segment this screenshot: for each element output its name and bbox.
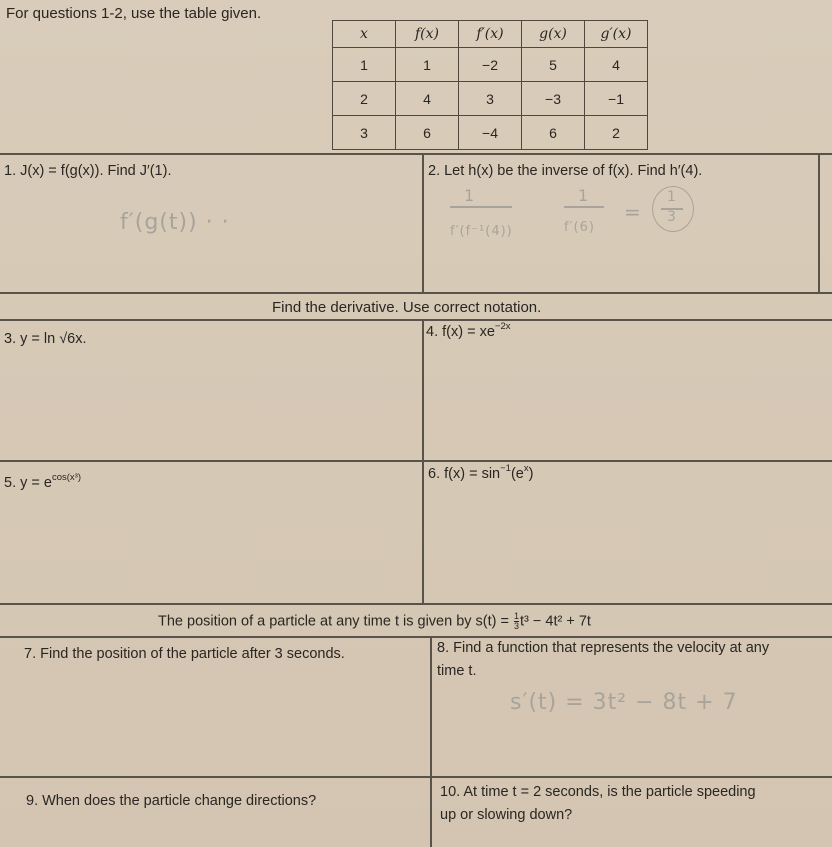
problem-6-text: 6. f(x) = sin xyxy=(428,466,501,482)
table-cell: 4 xyxy=(396,82,459,116)
table-cell: 3 xyxy=(459,82,522,116)
problem-4 xyxy=(426,323,511,343)
section-3-text: The position of a particle at any time t is given by s(t) = xyxy=(158,613,514,630)
table-row xyxy=(333,82,648,116)
problem-7: 7. Find the position of the particle after 3 seconds. xyxy=(24,646,345,662)
divider xyxy=(0,636,832,638)
table-cell: 5 xyxy=(522,48,585,82)
table-cell: 6 xyxy=(396,116,459,150)
table-cell: 3 xyxy=(333,116,396,150)
problem-1: 1. J(x) = f(g(x)). Find J′(1). xyxy=(4,163,172,179)
table-row xyxy=(333,48,648,82)
fraction-num: 1 xyxy=(514,611,520,621)
divider xyxy=(430,636,432,847)
table-header: f(x) xyxy=(396,21,459,48)
table-row xyxy=(333,116,648,150)
hw-equals: = xyxy=(624,200,642,224)
hw-fraction-num: 1 xyxy=(578,186,590,205)
problem-3: 3. y = ln √6x. xyxy=(4,331,87,347)
hw-answer-circle xyxy=(652,186,694,232)
table-cell: 1 xyxy=(396,48,459,82)
table-cell: −3 xyxy=(522,82,585,116)
table-cell: 6 xyxy=(522,116,585,150)
instructions: For questions 1-2, use the table given. xyxy=(6,5,262,22)
fraction-one-third xyxy=(514,612,519,631)
problem-5-text: 5. y = e xyxy=(4,475,52,491)
table-cell: 2 xyxy=(585,116,648,150)
section-heading-derivatives: Find the derivative. Use correct notation. xyxy=(272,299,542,316)
hw-fraction-bar xyxy=(564,206,604,208)
hw-fraction-den: f′(6) xyxy=(564,220,595,235)
hw-fraction-den: f′(f⁻¹(4)) xyxy=(450,224,513,239)
problem-6 xyxy=(428,465,533,485)
table-cell: 4 xyxy=(585,48,648,82)
hw-answer-den: 3 xyxy=(667,209,677,225)
divider xyxy=(0,319,832,321)
handwritten-work-1: f′(g(t)) · · xyxy=(120,210,230,235)
table-cell: 1 xyxy=(333,48,396,82)
problem-5-exponent: cos(x³) xyxy=(51,472,81,483)
table-header: g(x) xyxy=(522,21,585,48)
table-cell: −1 xyxy=(585,82,648,116)
divider xyxy=(0,153,832,155)
section-heading-particle xyxy=(158,612,591,631)
function-table xyxy=(332,20,648,150)
problem-6-end: ) xyxy=(528,466,534,482)
divider xyxy=(0,292,832,294)
problem-4-exponent: −2x xyxy=(494,321,511,332)
problem-6-mid: (e xyxy=(510,466,524,482)
divider xyxy=(0,603,832,605)
table-cell: 2 xyxy=(333,82,396,116)
problem-10-line-1: 10. At time t = 2 seconds, is the particle speeding xyxy=(440,784,756,800)
problem-8-line-2: time t. xyxy=(437,663,477,679)
problem-6-inverse: −1 xyxy=(500,463,511,474)
problem-8-line-1: 8. Find a function that represents the velocity at any xyxy=(437,640,770,656)
divider xyxy=(422,153,424,293)
problem-5 xyxy=(4,474,81,494)
hw-fraction-bar xyxy=(450,206,512,208)
divider xyxy=(818,153,820,293)
divider xyxy=(0,460,832,462)
problem-4-text: 4. f(x) = xe xyxy=(426,324,495,340)
problem-9: 9. When does the particle change directions? xyxy=(26,793,317,809)
problem-10-line-2: up or slowing down? xyxy=(440,807,573,823)
table-header: f′(x) xyxy=(459,21,522,48)
problem-2: 2. Let h(x) be the inverse of f(x). Find h′(4). xyxy=(428,163,703,179)
fraction-den: 3 xyxy=(514,621,520,631)
hw-answer-num: 1 xyxy=(667,189,677,205)
table-cell: −2 xyxy=(459,48,522,82)
divider xyxy=(422,319,424,604)
handwritten-work-8: s′(t) = 3t² − 8t + 7 xyxy=(510,690,738,715)
table-header: g′(x) xyxy=(585,21,648,48)
table-header: x xyxy=(333,21,396,48)
problem-6-exponent: x xyxy=(523,463,529,474)
divider xyxy=(0,776,832,778)
hw-fraction-num: 1 xyxy=(464,186,476,205)
section-3-polynomial: t³ − 4t² + 7t xyxy=(520,613,591,630)
table-header-row xyxy=(333,21,648,48)
table-cell: −4 xyxy=(459,116,522,150)
